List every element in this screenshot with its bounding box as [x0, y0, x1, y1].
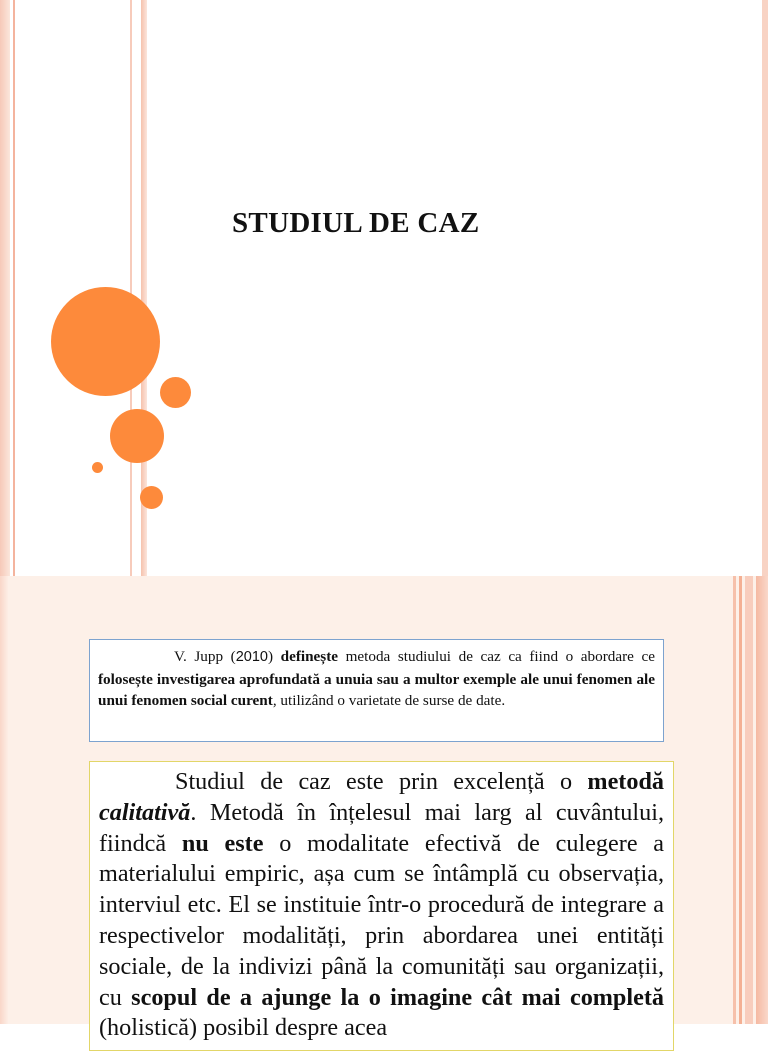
- left-decor-band: [0, 576, 8, 1024]
- right-decor-band: [762, 0, 768, 576]
- quote-text: V. Jupp (: [174, 648, 236, 665]
- decor-circle-tiny: [92, 462, 103, 473]
- main-text-box: [89, 761, 674, 1051]
- decor-vertical-line: [130, 0, 132, 576]
- decor-vertical-line: [756, 576, 768, 1024]
- decor-vertical-line: [733, 576, 736, 1024]
- main-text: (holistică) posibil despre acea: [99, 1014, 388, 1042]
- slide-title: STUDIUL DE CAZ: [232, 207, 480, 239]
- definition-quote-box: [89, 639, 664, 742]
- main-bold-italic-text: calitativă: [99, 798, 191, 826]
- decor-circle-small: [160, 377, 191, 408]
- main-bold-text: nu este: [181, 829, 264, 857]
- quote-text: metoda studiului de caz ca fiind o abordare ce: [338, 648, 655, 665]
- quote-bold-text: definește: [280, 648, 338, 665]
- decor-vertical-line: [739, 576, 742, 1024]
- content-slide: [0, 576, 768, 1042]
- main-text: . Metodă în înțelesul mai larg al cuvântului, fiindcă: [99, 798, 664, 857]
- decor-circle-medium: [110, 409, 164, 463]
- quote-year: 2010: [235, 649, 268, 665]
- decor-vertical-line: [745, 576, 753, 1024]
- decor-vertical-line: [13, 0, 15, 576]
- quote-text: ): [267, 648, 281, 665]
- quote-text: , utilizând o varietate de surse de date.: [272, 692, 506, 709]
- left-decor-band: [0, 0, 10, 576]
- main-text: o modalitate efectivă de culegere a materialului empiric, așa cum se întâmplă cu observația, interviul etc. El se instituie într-o procedură de integrare a respectivelor modalități, prin abordarea unei entități sociale, de la indivizi până la comunități sau organizații, cu: [99, 829, 665, 1011]
- main-text: Studiul de caz este prin excelență o: [175, 768, 588, 795]
- main-bold-text: metodă: [587, 768, 664, 795]
- main-bold-text: scopul de a ajunge la o imagine cât mai completă: [131, 983, 664, 1011]
- decor-circle-large: [51, 287, 160, 396]
- quote-bold-text: folosește investigarea aprofundată a unuia sau a multor exemple ale unui fenomen ale unui fenomen social curent: [98, 670, 655, 709]
- decor-circle-small: [140, 486, 163, 509]
